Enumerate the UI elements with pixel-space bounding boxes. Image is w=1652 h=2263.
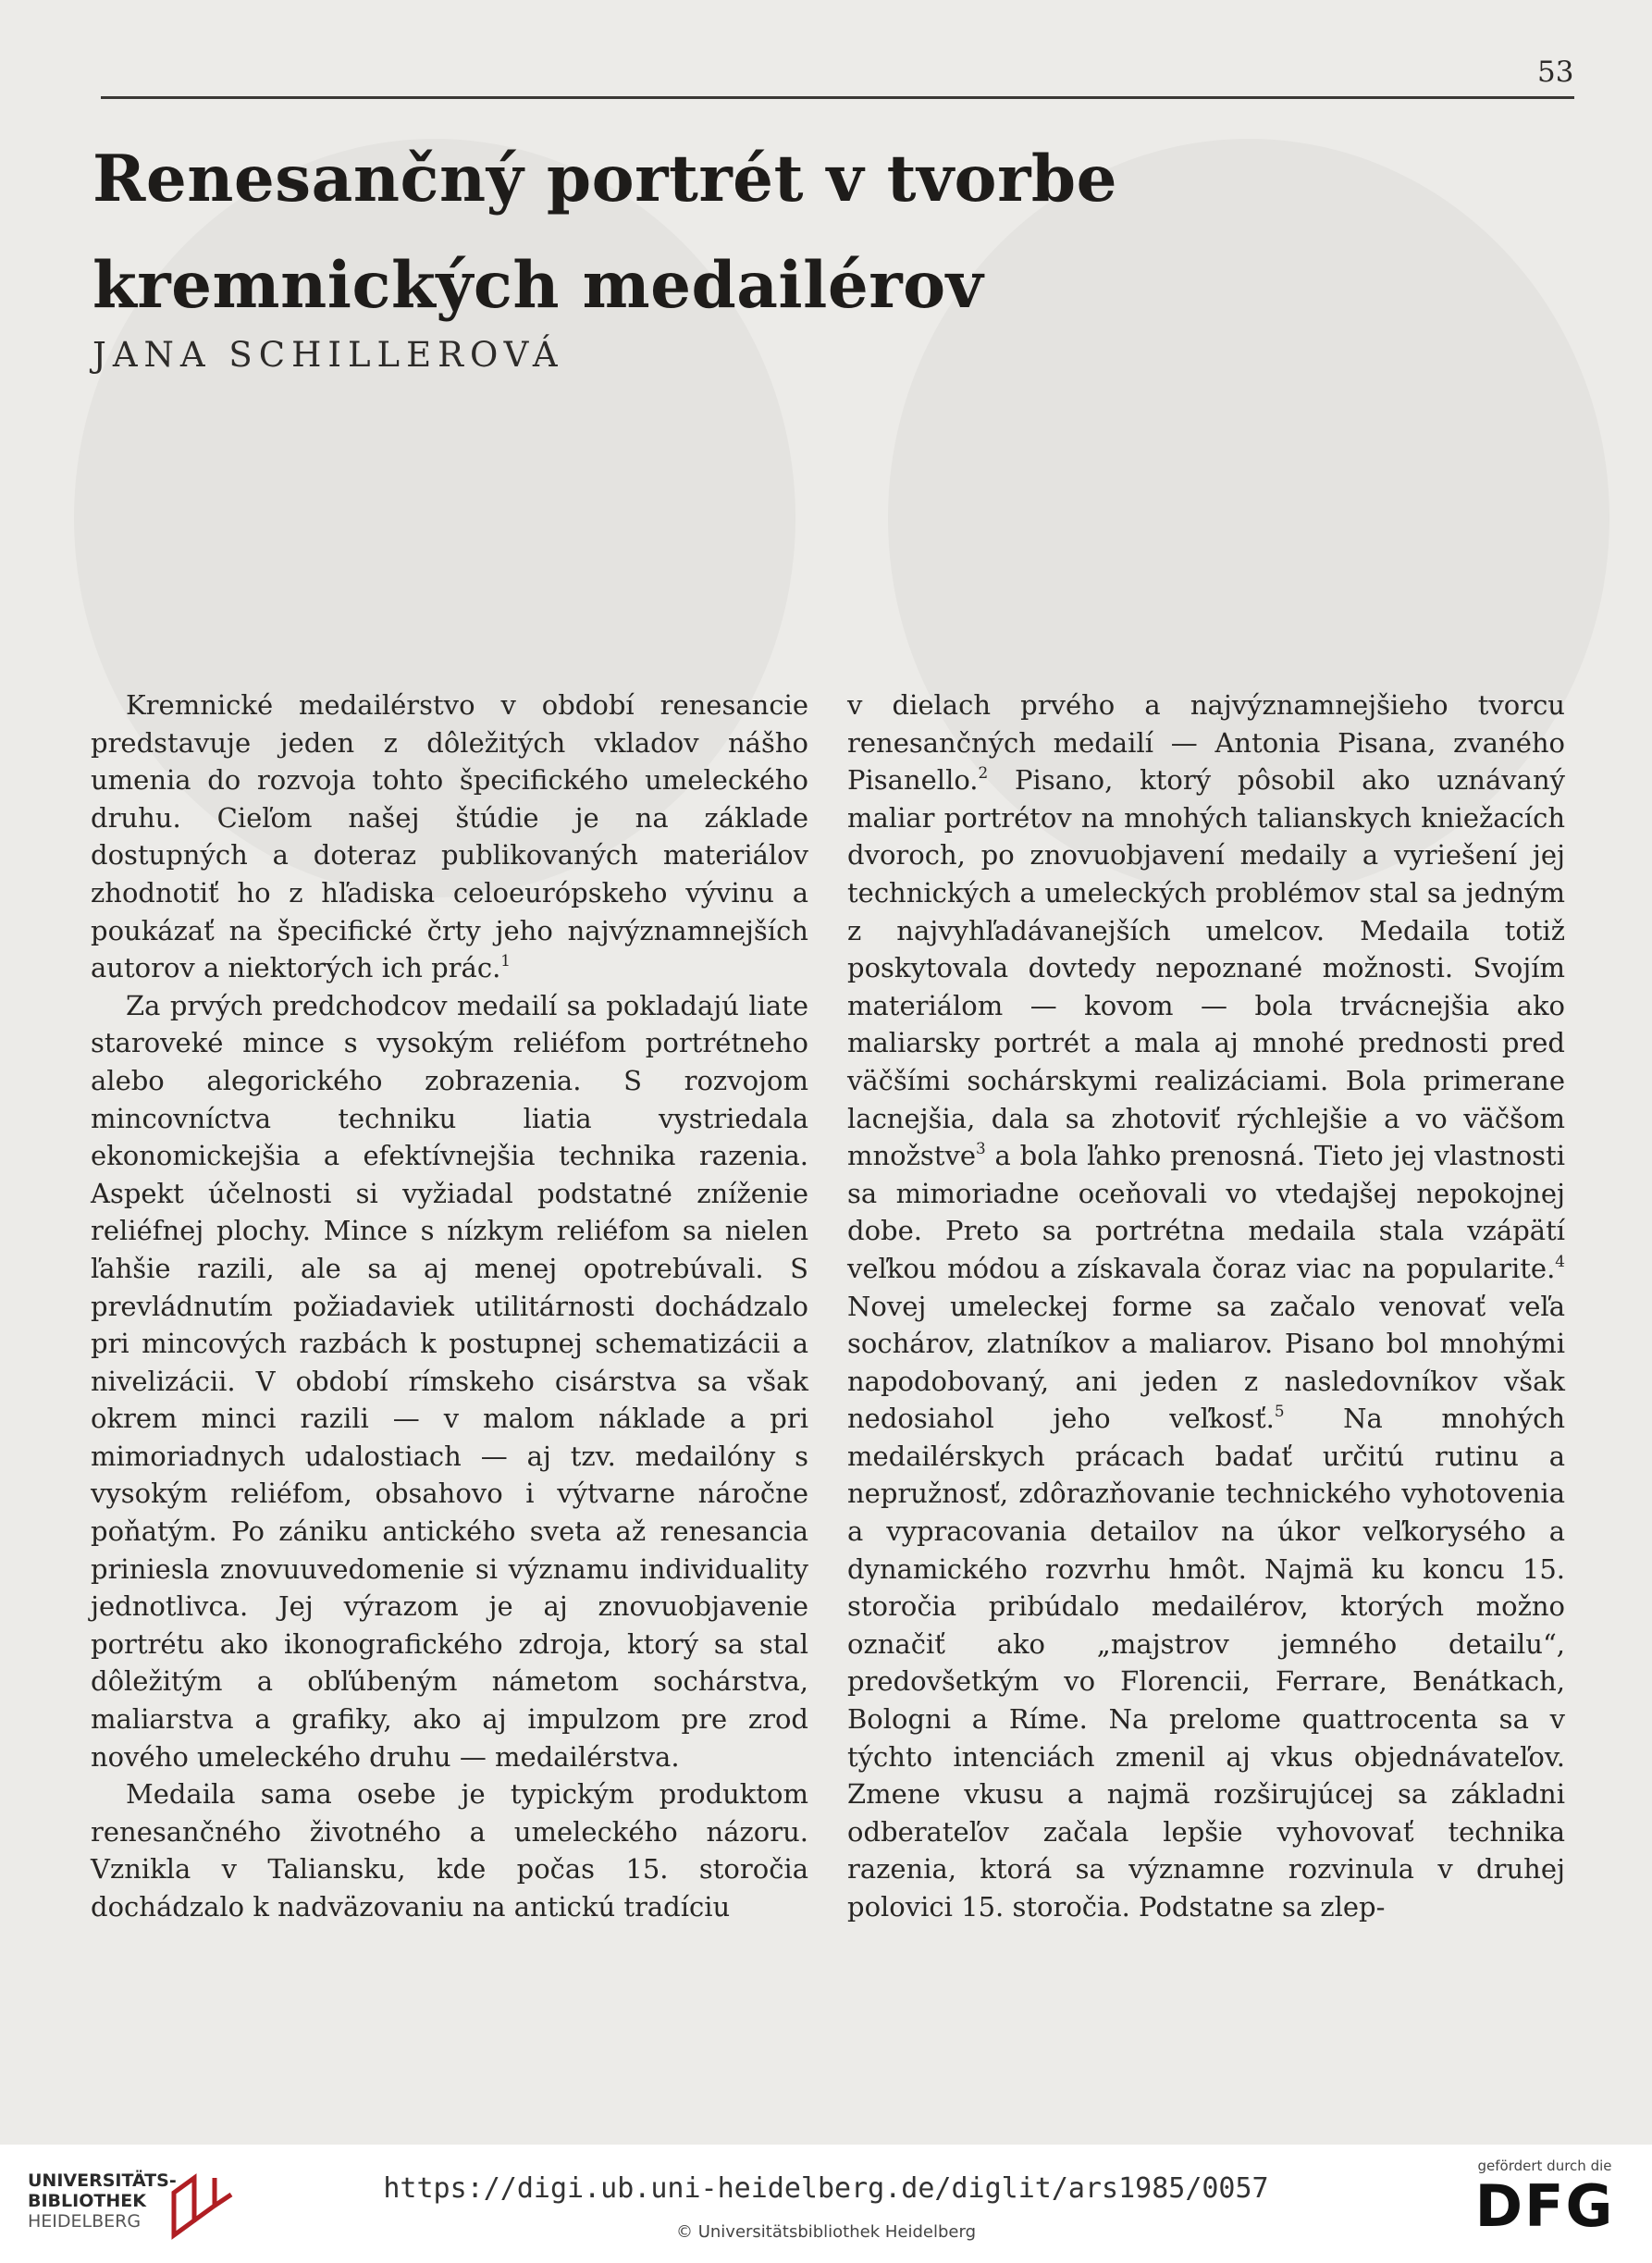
digitization-footer — [0, 2145, 1652, 2263]
paragraph-text: v dielach prvého a najvýznamnejšieho tvorcu renesančných medailí — Antonia Pisana, zvaného Pisanello. — [847, 689, 1565, 797]
library-name-line: BIBLIOTHEK — [28, 2191, 146, 2211]
article-title — [92, 126, 1117, 339]
library-name-line: UNIVERSITÄTS- — [28, 2170, 177, 2191]
left-column — [91, 686, 808, 1926]
right-column — [847, 686, 1565, 1926]
permalink-url[interactable]: https://digi.ub.uni-heidelberg.de/diglit/ars1985/0057 — [383, 2172, 1269, 2205]
author-name: JANA SCHILLEROVÁ — [92, 335, 564, 375]
page-number: 53 — [1537, 56, 1574, 89]
title-line: kremnických medailérov — [92, 248, 984, 323]
footnote-ref: 3 — [976, 1139, 986, 1158]
footnote-ref: 1 — [500, 951, 511, 971]
copyright-notice: © Universitätsbibliothek Heidelberg — [675, 2222, 976, 2242]
title-line: Renesančný portrét v tvorbe — [92, 142, 1118, 216]
paragraph: Za prvých predchodcov medailí sa pokladajú liate staroveké mince s vysokým reliéfom portrétneho alebo alegorického zobrazenia. S rozvojom mincovníctva techniku liatia vystriedala ekonomickejšia a efektívnejšia technika razenia. Aspekt účelnosti si vyžiadal podstatné zníženie reliéfnej plochy. Mince s nízkym reliéfom sa nielen ľahšie razili, ale sa aj menej opotrebúvali. S prevládnutím požiadaviek utilitárnosti dochádzalo pri mincových razbách k postupnej schematizácii a nivelizácii. V období rímskeho cisárstva sa však okrem minci razili — v malom náklade a pri mimoriadnych udalostiach — aj tzv. medailóny s vysokým reliéfom, obsahovo i výtvarne náročne poňatým. Po zániku antického sveta až renesancia priniesla znovuuvedomenie si významu individuality jednotlivca. Jej výrazom je aj znovuobjavenie portrétu ako ikonografického zdroja, ktorý sa stal dôležitým a obľúbeným námetom sochárstva, maliarstva a grafiky, ako aj impulzom pre zrod nového umeleckého druhu — medailérstva. — [91, 989, 808, 1773]
funder-label: gefördert durch die — [1477, 2158, 1612, 2174]
footnote-ref: 4 — [1555, 1252, 1565, 1271]
paragraph: Medaila sama osebe je typickým produktom renesančného životného a umeleckého názoru. Vznikla v Taliansku, kde počas 15. storočia dochádzalo k nadväzovaniu na antickú tradíciu — [91, 1778, 808, 1923]
paragraph-text: Na mnohých medailérskych prácach badať určitú rutinu a nepružnosť, zdôrazňovanie technického vyhotovenia a vypracovania detailov na úkor veľkorysého a dynamického rozvrhu hmôt. Najmä ku koncu 15. storočia pribúdalo medailérov, ktorých možno označiť ako „majstrov jemného detailu“, predovšetkým vo Florencii, Ferrare, Benátkach, Bologni a Ríme. Na prelome quattrocenta sa v týchto intenciách zmenil aj vkus objednávateľov. Zmene vkusu a najmä rozširujúcej sa základni odberateľov začala lepšie vyhovovať technika razenia, ktorá sa významne rozvinula v druhej polovici 15. storočia. Podstatne sa zlep- — [847, 1403, 1566, 1923]
footnote-ref: 5 — [1274, 1402, 1285, 1421]
header-rule — [101, 96, 1574, 99]
paragraph-text: Pisano, ktorý pôsobil ako uznávaný maliar portrétov na mnohých talianskych kniežacích dvoroch, po znovuobjavení medaily a vyriešení jej technických a umeleckých problémov stal sa jedným z najvyhľadávanejších umelcov. Medaila totiž poskytovala dovtedy nepoznané možnosti. Svojím materiálom — kovom — bola trvácnejšia ako maliarsky portrét a mala aj mnohé prednosti pred väčšími sochárskymi realizáciami. Bola primerane lacnejšia, dala sa zhotoviť rýchlejšie a vo väčšom množstve — [847, 764, 1565, 1172]
dfg-logo[interactable] — [1461, 2158, 1628, 2239]
funder-mark: DFG — [1474, 2172, 1615, 2240]
library-name-line: HEIDELBERG — [28, 2211, 142, 2232]
paragraph-text: a bola ľahko prenosná. Tieto jej vlastnosti sa mimoriadne oceňovali vo vtedajšej nepokojnej dobe. Preto sa portrétna medaila stala vzápätí veľkou módou a získavala čoraz viac na popularite. — [847, 1140, 1565, 1284]
paragraph — [91, 686, 808, 987]
paragraph — [847, 686, 1565, 1926]
footnote-ref: 2 — [978, 763, 989, 783]
paragraph-text: Kremnické medailérstvo v období renesancie predstavuje jeden z dôležitých vkladov nášho umenia do rozvoja tohto špecifického umeleckého druhu. Cieľom našej štúdie je na základe dostupných a doteraz publikovaných materiálov zhodnotiť ho z hľadiska celoeurópskeho vývinu a poukázať na špecifické črty jeho najvýznamnejších autorov a niektorých ich prác. — [91, 689, 808, 984]
paragraph-text: Novej umeleckej forme sa začalo venovať veľa sochárov, zlatníkov a maliarov. Pisano bol mnohými napodobovaný, ani jeden z nasledovníkov však nedosiahol jeho veľkosť. — [847, 1290, 1565, 1435]
